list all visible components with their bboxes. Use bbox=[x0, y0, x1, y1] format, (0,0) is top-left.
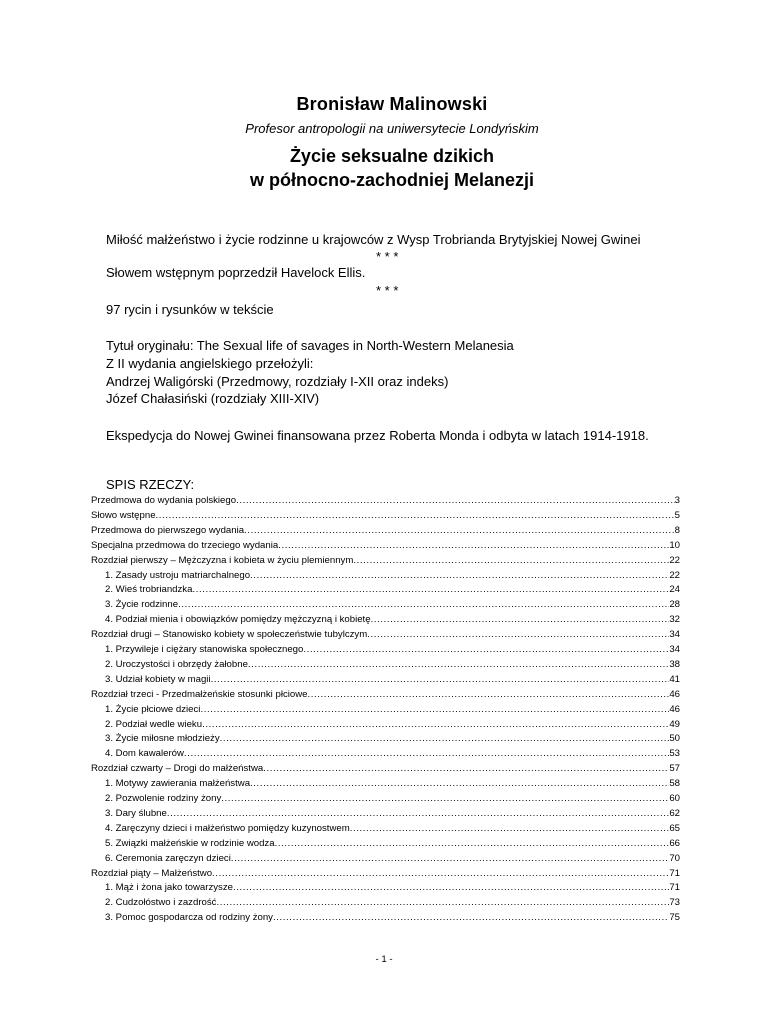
page-number: - 1 - bbox=[375, 954, 393, 965]
toc-subentry[interactable] bbox=[105, 584, 680, 598]
toc-entry-title: 1. Motywy zawierania małżeństwa bbox=[105, 778, 251, 790]
toc-entry-page: 60 bbox=[669, 793, 680, 804]
toc-entry-page: 66 bbox=[669, 837, 680, 849]
toc-leader-dots bbox=[220, 733, 670, 744]
toc-entry-page: 49 bbox=[669, 718, 680, 730]
toc-leader-dots bbox=[178, 599, 669, 610]
toc-entry-title: 2. Pozwolenie rodziny żony bbox=[105, 793, 222, 804]
toc-entry-page: 62 bbox=[669, 807, 680, 819]
toc-entry-page: 24 bbox=[669, 584, 680, 596]
toc-entry-page: 53 bbox=[669, 748, 680, 760]
toc-entry[interactable] bbox=[91, 555, 680, 569]
toc-entry-page: 70 bbox=[669, 852, 680, 864]
toc-entry-title: 1. Życie płciowe dzieci bbox=[105, 703, 201, 715]
toc-leader-dots bbox=[353, 555, 669, 566]
toc-entry-title: 2. Uroczystości i obrzędy żałobne bbox=[105, 658, 248, 670]
toc-entry-title: Rozdział trzeci - Przedmałżeńskie stosunki płciowe bbox=[91, 688, 308, 700]
translator-2: Józef Chałasiński (rozdziały XIII-XIV) bbox=[106, 391, 320, 406]
toc-subentry[interactable] bbox=[105, 838, 680, 852]
toc-leader-dots bbox=[233, 882, 669, 893]
toc-entry-page: 71 bbox=[669, 882, 680, 894]
toc-entry-title: Przedmowa do wydania polskiego bbox=[91, 495, 237, 506]
toc-entry-title: 3. Życie rodzinne bbox=[105, 599, 179, 611]
toc-entry-title: 3. Udział kobiety w magii bbox=[105, 673, 211, 685]
toc-entry-page: 50 bbox=[669, 733, 680, 745]
toc-entry-page: 38 bbox=[669, 658, 680, 670]
toc-entry[interactable] bbox=[91, 868, 680, 882]
toc-entry[interactable] bbox=[91, 525, 680, 539]
toc-subentry[interactable] bbox=[105, 882, 680, 896]
toc-entry-title: 4. Zaręczyny dzieci i małżeństwo pomiędzy kuzynostwem bbox=[105, 822, 350, 834]
toc-leader-dots bbox=[371, 614, 670, 625]
separator-stars-1: * * * bbox=[376, 249, 399, 264]
toc-leader-dots bbox=[231, 853, 669, 864]
toc-entry-title: 2. Cudzołóstwo i zazdrość bbox=[105, 897, 217, 909]
author-subtitle: Profesor antropologii na uniwersytecie Londyńskim bbox=[245, 121, 539, 136]
toc-entry-page: 32 bbox=[669, 614, 680, 626]
toc-entry-title: Rozdział czwarty – Drogi do małżeństwa bbox=[91, 763, 264, 775]
toc-entry-page: 75 bbox=[669, 912, 680, 924]
intro-line-2: Słowem wstępnym poprzedził Havelock Ellis. bbox=[106, 265, 366, 280]
intro-line-3: 97 rycin i rysunków w tekście bbox=[106, 302, 274, 317]
toc-subentry[interactable] bbox=[105, 793, 680, 807]
toc-entry-page: 3 bbox=[674, 495, 680, 506]
toc-entry-page: 22 bbox=[669, 569, 680, 581]
toc-leader-dots bbox=[212, 868, 669, 879]
book-title-line1: Życie seksualne dzikich bbox=[289, 146, 495, 166]
toc-leader-dots bbox=[244, 525, 675, 536]
toc-entry[interactable] bbox=[91, 629, 680, 643]
toc-entry-page: 46 bbox=[669, 688, 680, 700]
intro-line-1: Miłość małżeństwo i życie rodzinne u krajowców z Wysp Trobrianda Brytyjskiej Nowej Gwinei bbox=[106, 232, 641, 247]
toc-entry-title: 1. Zasady ustroju matriarchalnego bbox=[105, 569, 251, 581]
toc-subentry[interactable] bbox=[105, 659, 680, 673]
toc-entry-page: 58 bbox=[669, 778, 680, 790]
toc-subentry[interactable] bbox=[105, 733, 680, 747]
toc-leader-dots bbox=[167, 808, 669, 819]
toc-entry-title: Rozdział piąty – Małżeństwo bbox=[91, 867, 213, 879]
toc-leader-dots bbox=[211, 674, 670, 685]
toc-entry-page: 5 bbox=[674, 509, 680, 521]
toc-leader-dots bbox=[303, 644, 669, 655]
toc-entry-page: 34 bbox=[669, 629, 680, 641]
toc-leader-dots bbox=[156, 510, 675, 521]
toc-entry-title: Specjalna przedmowa do trzeciego wydania bbox=[91, 539, 279, 551]
toc-subentry[interactable] bbox=[105, 599, 680, 613]
toc-leader-dots bbox=[278, 540, 669, 551]
toc-subentry[interactable] bbox=[105, 570, 680, 584]
toc-entry-page: 46 bbox=[669, 703, 680, 715]
toc-entry-title: Przedmowa do pierwszego wydania bbox=[91, 524, 245, 536]
toc-entry-page: 28 bbox=[669, 599, 680, 611]
toc-entry-title: Rozdział pierwszy – Mężczyzna i kobieta w życiu plemiennym bbox=[91, 554, 354, 566]
separator-stars-2: * * * bbox=[376, 283, 399, 298]
original-title: Tytuł oryginału: The Sexual life of savages in North-Western Melanesia bbox=[106, 338, 514, 353]
toc-leader-dots bbox=[236, 495, 675, 506]
toc-subentry[interactable] bbox=[105, 644, 680, 658]
toc-entry-title: 3. Dary ślubne bbox=[105, 807, 167, 819]
toc-leader-dots bbox=[307, 689, 669, 700]
toc-entry-page: 10 bbox=[669, 539, 680, 551]
toc-leader-dots bbox=[200, 704, 669, 715]
toc-subentry[interactable] bbox=[105, 719, 680, 733]
toc-entry-page: 71 bbox=[669, 867, 680, 879]
toc-entry-title: 2. Wieś trobriandzka bbox=[105, 584, 193, 596]
toc-leader-dots bbox=[221, 793, 669, 804]
translated-from: Z II wydania angielskiego przełożyli: bbox=[106, 356, 314, 371]
toc-entry-page: 41 bbox=[669, 673, 680, 685]
toc-subentry[interactable] bbox=[105, 778, 680, 792]
toc-leader-dots bbox=[275, 838, 670, 849]
toc-entry-title: 2. Podział wedle wieku bbox=[105, 718, 203, 730]
toc-entry[interactable] bbox=[91, 495, 680, 509]
toc-entry-title: 3. Pomoc gospodarcza od rodziny żony bbox=[105, 912, 273, 924]
toc-entry[interactable] bbox=[91, 540, 680, 554]
toc-leader-dots bbox=[350, 823, 670, 834]
toc-entry-page: 57 bbox=[669, 763, 680, 775]
toc-subentry[interactable] bbox=[105, 853, 680, 867]
toc-leader-dots bbox=[250, 570, 669, 581]
toc-subentry[interactable] bbox=[105, 748, 680, 762]
toc-entry-page: 34 bbox=[669, 644, 680, 655]
toc-leader-dots bbox=[263, 763, 669, 774]
expedition-note: Ekspedycja do Nowej Gwinei finansowana przez Roberta Monda i odbyta w latach 1914-1918. bbox=[106, 428, 649, 443]
toc-entry-title: 4. Dom kawalerów bbox=[105, 748, 184, 760]
toc-entry-title: 1. Przywileje i ciężary stanowiska społecznego bbox=[105, 644, 304, 655]
toc-subentry[interactable] bbox=[105, 823, 680, 837]
toc-leader-dots bbox=[248, 659, 669, 670]
toc-entry[interactable] bbox=[91, 689, 680, 703]
toc-entry-title: 1. Mąż i żona jako towarzysze bbox=[105, 882, 233, 894]
toc-entry[interactable] bbox=[91, 763, 680, 777]
toc-leader-dots bbox=[184, 748, 669, 759]
author-name: Bronisław Malinowski bbox=[296, 94, 488, 114]
toc-entry-page: 73 bbox=[669, 897, 680, 909]
toc-subentry[interactable] bbox=[105, 674, 680, 688]
toc-entry-title: Rozdział drugi – Stanowisko kobiety w społeczeństwie tubylczym bbox=[91, 629, 368, 641]
toc-entry-page: 8 bbox=[674, 524, 680, 536]
toc-leader-dots bbox=[216, 897, 669, 908]
toc-entry-page: 22 bbox=[669, 554, 680, 566]
toc-subentry[interactable] bbox=[105, 704, 680, 718]
toc-subentry[interactable] bbox=[105, 897, 680, 911]
toc-entry[interactable] bbox=[91, 510, 680, 524]
toc-entry-title: 5. Związki małżeńskie w rodzinie wodza bbox=[105, 837, 275, 849]
toc-leader-dots bbox=[192, 584, 669, 595]
toc-entry-page: 65 bbox=[669, 822, 680, 834]
toc-leader-dots bbox=[367, 629, 669, 640]
toc-subentry[interactable] bbox=[105, 614, 680, 628]
toc-entry-title: 6. Ceremonia zaręczyn dzieci bbox=[105, 852, 231, 864]
toc-heading: SPIS RZECZY: bbox=[106, 477, 195, 492]
book-title-line2: w północno-zachodniej Melanezji bbox=[249, 170, 535, 190]
toc-subentry[interactable] bbox=[105, 912, 680, 926]
toc-entry-title: Słowo wstępne bbox=[91, 509, 156, 521]
toc-leader-dots bbox=[273, 912, 669, 923]
toc-leader-dots bbox=[202, 719, 669, 730]
toc-leader-dots bbox=[250, 778, 669, 789]
toc-entry-title: 4. Podział mienia i obowiązków pomiędzy mężczyzną i kobietę bbox=[105, 614, 371, 626]
toc-entry-title: 3. Życie miłosne młodzieży bbox=[105, 733, 220, 745]
toc-subentry[interactable] bbox=[105, 808, 680, 822]
translator-1: Andrzej Waligórski (Przedmowy, rozdziały I-XII oraz indeks) bbox=[106, 374, 449, 389]
